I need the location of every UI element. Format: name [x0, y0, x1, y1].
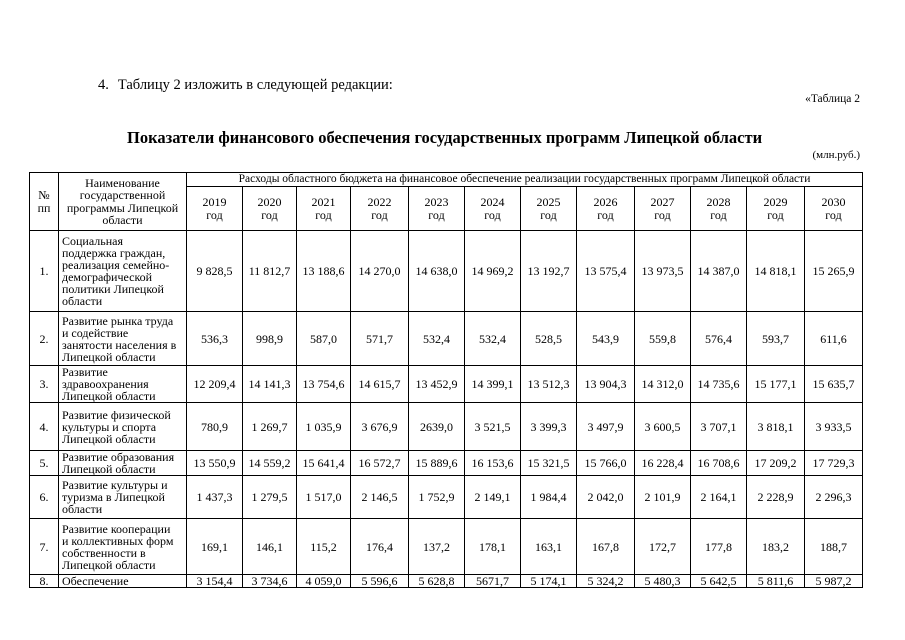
- expense-value-cell: 178,1: [465, 519, 521, 575]
- expense-value-cell: 16 153,6: [465, 451, 521, 476]
- expense-value-cell: 14 638,0: [409, 231, 465, 312]
- row-number-cell: 6.: [30, 476, 59, 519]
- row-number-cell: 5.: [30, 451, 59, 476]
- year-unit-label: год: [315, 207, 332, 222]
- expense-value-cell: 998,9: [243, 312, 297, 366]
- program-name-cell: Развитие кооперации и коллективных форм собственности в Липецкой области: [59, 519, 187, 575]
- expense-value-cell: 177,8: [691, 519, 747, 575]
- program-name-cell: Развитие физической культуры и спорта Липецкой области: [59, 403, 187, 451]
- program-name-cell: Развитие культуры и туризма в Липецкой области: [59, 476, 187, 519]
- year-label: 2023: [424, 194, 449, 209]
- expense-value-cell: 1 517,0: [297, 476, 351, 519]
- expense-value-cell: 15 321,5: [521, 451, 577, 476]
- year-unit-label: год: [484, 207, 501, 222]
- expense-value-cell: 2 149,1: [465, 476, 521, 519]
- expense-value-cell: 13 575,4: [577, 231, 635, 312]
- year-unit-label: год: [540, 207, 557, 222]
- year-unit-label: год: [597, 207, 614, 222]
- financing-table: [29, 172, 863, 588]
- expense-value-cell: 17 729,3: [805, 451, 863, 476]
- expense-value-cell: 183,2: [747, 519, 805, 575]
- expense-value-cell: 5 987,2: [805, 575, 863, 588]
- year-unit-label: год: [654, 207, 671, 222]
- expense-value-cell: 13 904,3: [577, 366, 635, 403]
- expense-value-cell: 2639,0: [409, 403, 465, 451]
- expense-value-cell: 13 550,9: [187, 451, 243, 476]
- expense-value-cell: 176,4: [351, 519, 409, 575]
- year-unit-label: год: [371, 207, 388, 222]
- expense-value-cell: 5 324,2: [577, 575, 635, 588]
- header-year-cell: [691, 187, 747, 231]
- expense-value-cell: 780,9: [187, 403, 243, 451]
- expense-value-cell: 4 059,0: [297, 575, 351, 588]
- expense-value-cell: 169,1: [187, 519, 243, 575]
- expense-value-cell: 16 708,6: [691, 451, 747, 476]
- expense-value-cell: 3 154,4: [187, 575, 243, 588]
- year-label: 2030: [821, 194, 846, 209]
- expense-value-cell: 146,1: [243, 519, 297, 575]
- expense-value-cell: 115,2: [297, 519, 351, 575]
- expense-value-cell: 14 312,0: [635, 366, 691, 403]
- program-name-cell: Развитие здравоохранения Липецкой области: [59, 366, 187, 403]
- header-year-cell: [521, 187, 577, 231]
- expense-value-cell: 532,4: [409, 312, 465, 366]
- expense-value-cell: 3 818,1: [747, 403, 805, 451]
- expense-value-cell: 13 754,6: [297, 366, 351, 403]
- year-label: 2029: [763, 194, 788, 209]
- expense-value-cell: 2 101,9: [635, 476, 691, 519]
- expense-value-cell: 3 600,5: [635, 403, 691, 451]
- expense-value-cell: 14 969,2: [465, 231, 521, 312]
- row-number-cell: 3.: [30, 366, 59, 403]
- year-label: 2020: [257, 194, 282, 209]
- expense-value-cell: 5 596,6: [351, 575, 409, 588]
- expense-value-cell: 3 399,3: [521, 403, 577, 451]
- header-year-cell: [635, 187, 691, 231]
- row-number-cell: 2.: [30, 312, 59, 366]
- expense-value-cell: 15 177,1: [747, 366, 805, 403]
- expense-value-cell: 17 209,2: [747, 451, 805, 476]
- expense-value-cell: 14 387,0: [691, 231, 747, 312]
- program-name-cell: Развитие образования Липецкой области: [59, 451, 187, 476]
- header-number-cell: № пп: [30, 173, 59, 231]
- expense-value-cell: 2 228,9: [747, 476, 805, 519]
- expense-value-cell: 1 279,5: [243, 476, 297, 519]
- expense-value-cell: 172,7: [635, 519, 691, 575]
- program-name-cell: Развитие рынка труда и содействие занятости населения в Липецкой области: [59, 312, 187, 366]
- expense-value-cell: 3 707,1: [691, 403, 747, 451]
- program-name-cell: Социальная поддержка граждан, реализация семейно- демографической политики Липецкой области: [59, 231, 187, 312]
- year-label: 2019: [202, 194, 227, 209]
- expense-value-cell: 15 889,6: [409, 451, 465, 476]
- year-label: 2028: [706, 194, 731, 209]
- row-number-cell: 4.: [30, 403, 59, 451]
- expense-value-cell: 536,3: [187, 312, 243, 366]
- expense-value-cell: 528,5: [521, 312, 577, 366]
- header-year-cell: [243, 187, 297, 231]
- row-number-cell: 8.: [30, 575, 59, 588]
- expense-value-cell: 15 635,7: [805, 366, 863, 403]
- expense-value-cell: 3 521,5: [465, 403, 521, 451]
- header-year-cell: [351, 187, 409, 231]
- expense-value-cell: 11 812,7: [243, 231, 297, 312]
- year-unit-label: год: [261, 207, 278, 222]
- expense-value-cell: 137,2: [409, 519, 465, 575]
- year-label: 2021: [311, 194, 336, 209]
- expense-value-cell: 16 228,4: [635, 451, 691, 476]
- expense-value-cell: 163,1: [521, 519, 577, 575]
- expense-value-cell: 587,0: [297, 312, 351, 366]
- expense-value-cell: 5 642,5: [691, 575, 747, 588]
- header-program-name-cell: Наименование государственной программы Липецкой области: [59, 173, 187, 231]
- header-year-cell: [805, 187, 863, 231]
- expense-value-cell: 1 437,3: [187, 476, 243, 519]
- expense-value-cell: 3 497,9: [577, 403, 635, 451]
- expense-value-cell: 14 818,1: [747, 231, 805, 312]
- header-expenses-cell: Расходы областного бюджета на финансовое обеспечение реализации государственных программ Липецкой области: [187, 173, 863, 187]
- year-unit-label: год: [825, 207, 842, 222]
- expense-value-cell: 15 641,4: [297, 451, 351, 476]
- units-label: (млн.руб.): [812, 149, 860, 161]
- expense-value-cell: 1 984,4: [521, 476, 577, 519]
- expense-value-cell: 13 192,7: [521, 231, 577, 312]
- year-unit-label: год: [710, 207, 727, 222]
- expense-value-cell: 12 209,4: [187, 366, 243, 403]
- year-label: 2022: [367, 194, 392, 209]
- expense-value-cell: 1 269,7: [243, 403, 297, 451]
- expense-value-cell: 13 188,6: [297, 231, 351, 312]
- expense-value-cell: 1 752,9: [409, 476, 465, 519]
- expense-value-cell: 571,7: [351, 312, 409, 366]
- header-year-cell: [187, 187, 243, 231]
- expense-value-cell: 15 766,0: [577, 451, 635, 476]
- header-year-cell: [297, 187, 351, 231]
- year-unit-label: год: [767, 207, 784, 222]
- year-label: 2027: [650, 194, 675, 209]
- expense-value-cell: 5671,7: [465, 575, 521, 588]
- expense-value-cell: 3 734,6: [243, 575, 297, 588]
- expense-value-cell: 15 265,9: [805, 231, 863, 312]
- year-unit-label: год: [206, 207, 223, 222]
- header-year-cell: [747, 187, 805, 231]
- expense-value-cell: 9 828,5: [187, 231, 243, 312]
- year-label: 2026: [593, 194, 618, 209]
- year-label: 2024: [480, 194, 505, 209]
- expense-value-cell: 14 735,6: [691, 366, 747, 403]
- expense-value-cell: 167,8: [577, 519, 635, 575]
- table-title: Показатели финансового обеспечения государственных программ Липецкой области: [127, 128, 763, 147]
- expense-value-cell: 5 174,1: [521, 575, 577, 588]
- row-number-cell: 1.: [30, 231, 59, 312]
- expense-value-cell: 611,6: [805, 312, 863, 366]
- expense-value-cell: 559,8: [635, 312, 691, 366]
- expense-value-cell: 3 933,5: [805, 403, 863, 451]
- year-label: 2025: [536, 194, 561, 209]
- expense-value-cell: 532,4: [465, 312, 521, 366]
- expense-value-cell: 2 146,5: [351, 476, 409, 519]
- expense-value-cell: 543,9: [577, 312, 635, 366]
- row-number-cell: 7.: [30, 519, 59, 575]
- header-year-cell: [409, 187, 465, 231]
- expense-value-cell: 3 676,9: [351, 403, 409, 451]
- expense-value-cell: 14 270,0: [351, 231, 409, 312]
- expense-value-cell: 13 452,9: [409, 366, 465, 403]
- item-number: 4.: [98, 77, 109, 93]
- expense-value-cell: 2 164,1: [691, 476, 747, 519]
- expense-value-cell: 13 512,3: [521, 366, 577, 403]
- expense-value-cell: 14 559,2: [243, 451, 297, 476]
- instruction-text: Таблицу 2 изложить в следующей редакции:: [117, 77, 393, 93]
- expense-value-cell: 13 973,5: [635, 231, 691, 312]
- expense-value-cell: 5 480,3: [635, 575, 691, 588]
- expense-value-cell: 16 572,7: [351, 451, 409, 476]
- header-year-cell: [577, 187, 635, 231]
- expense-value-cell: 1 035,9: [297, 403, 351, 451]
- header-year-cell: [465, 187, 521, 231]
- year-unit-label: год: [428, 207, 445, 222]
- expense-value-cell: 593,7: [747, 312, 805, 366]
- expense-value-cell: 5 811,6: [747, 575, 805, 588]
- expense-value-cell: 14 399,1: [465, 366, 521, 403]
- expense-value-cell: 5 628,8: [409, 575, 465, 588]
- amendment-instruction: [98, 77, 393, 94]
- expense-value-cell: 188,7: [805, 519, 863, 575]
- expense-value-cell: 14 615,7: [351, 366, 409, 403]
- table-label: «Таблица 2: [805, 93, 860, 105]
- expense-value-cell: 2 042,0: [577, 476, 635, 519]
- expense-value-cell: 576,4: [691, 312, 747, 366]
- expense-value-cell: 2 296,3: [805, 476, 863, 519]
- expense-value-cell: 14 141,3: [243, 366, 297, 403]
- program-name-cell: Обеспечение: [59, 575, 187, 588]
